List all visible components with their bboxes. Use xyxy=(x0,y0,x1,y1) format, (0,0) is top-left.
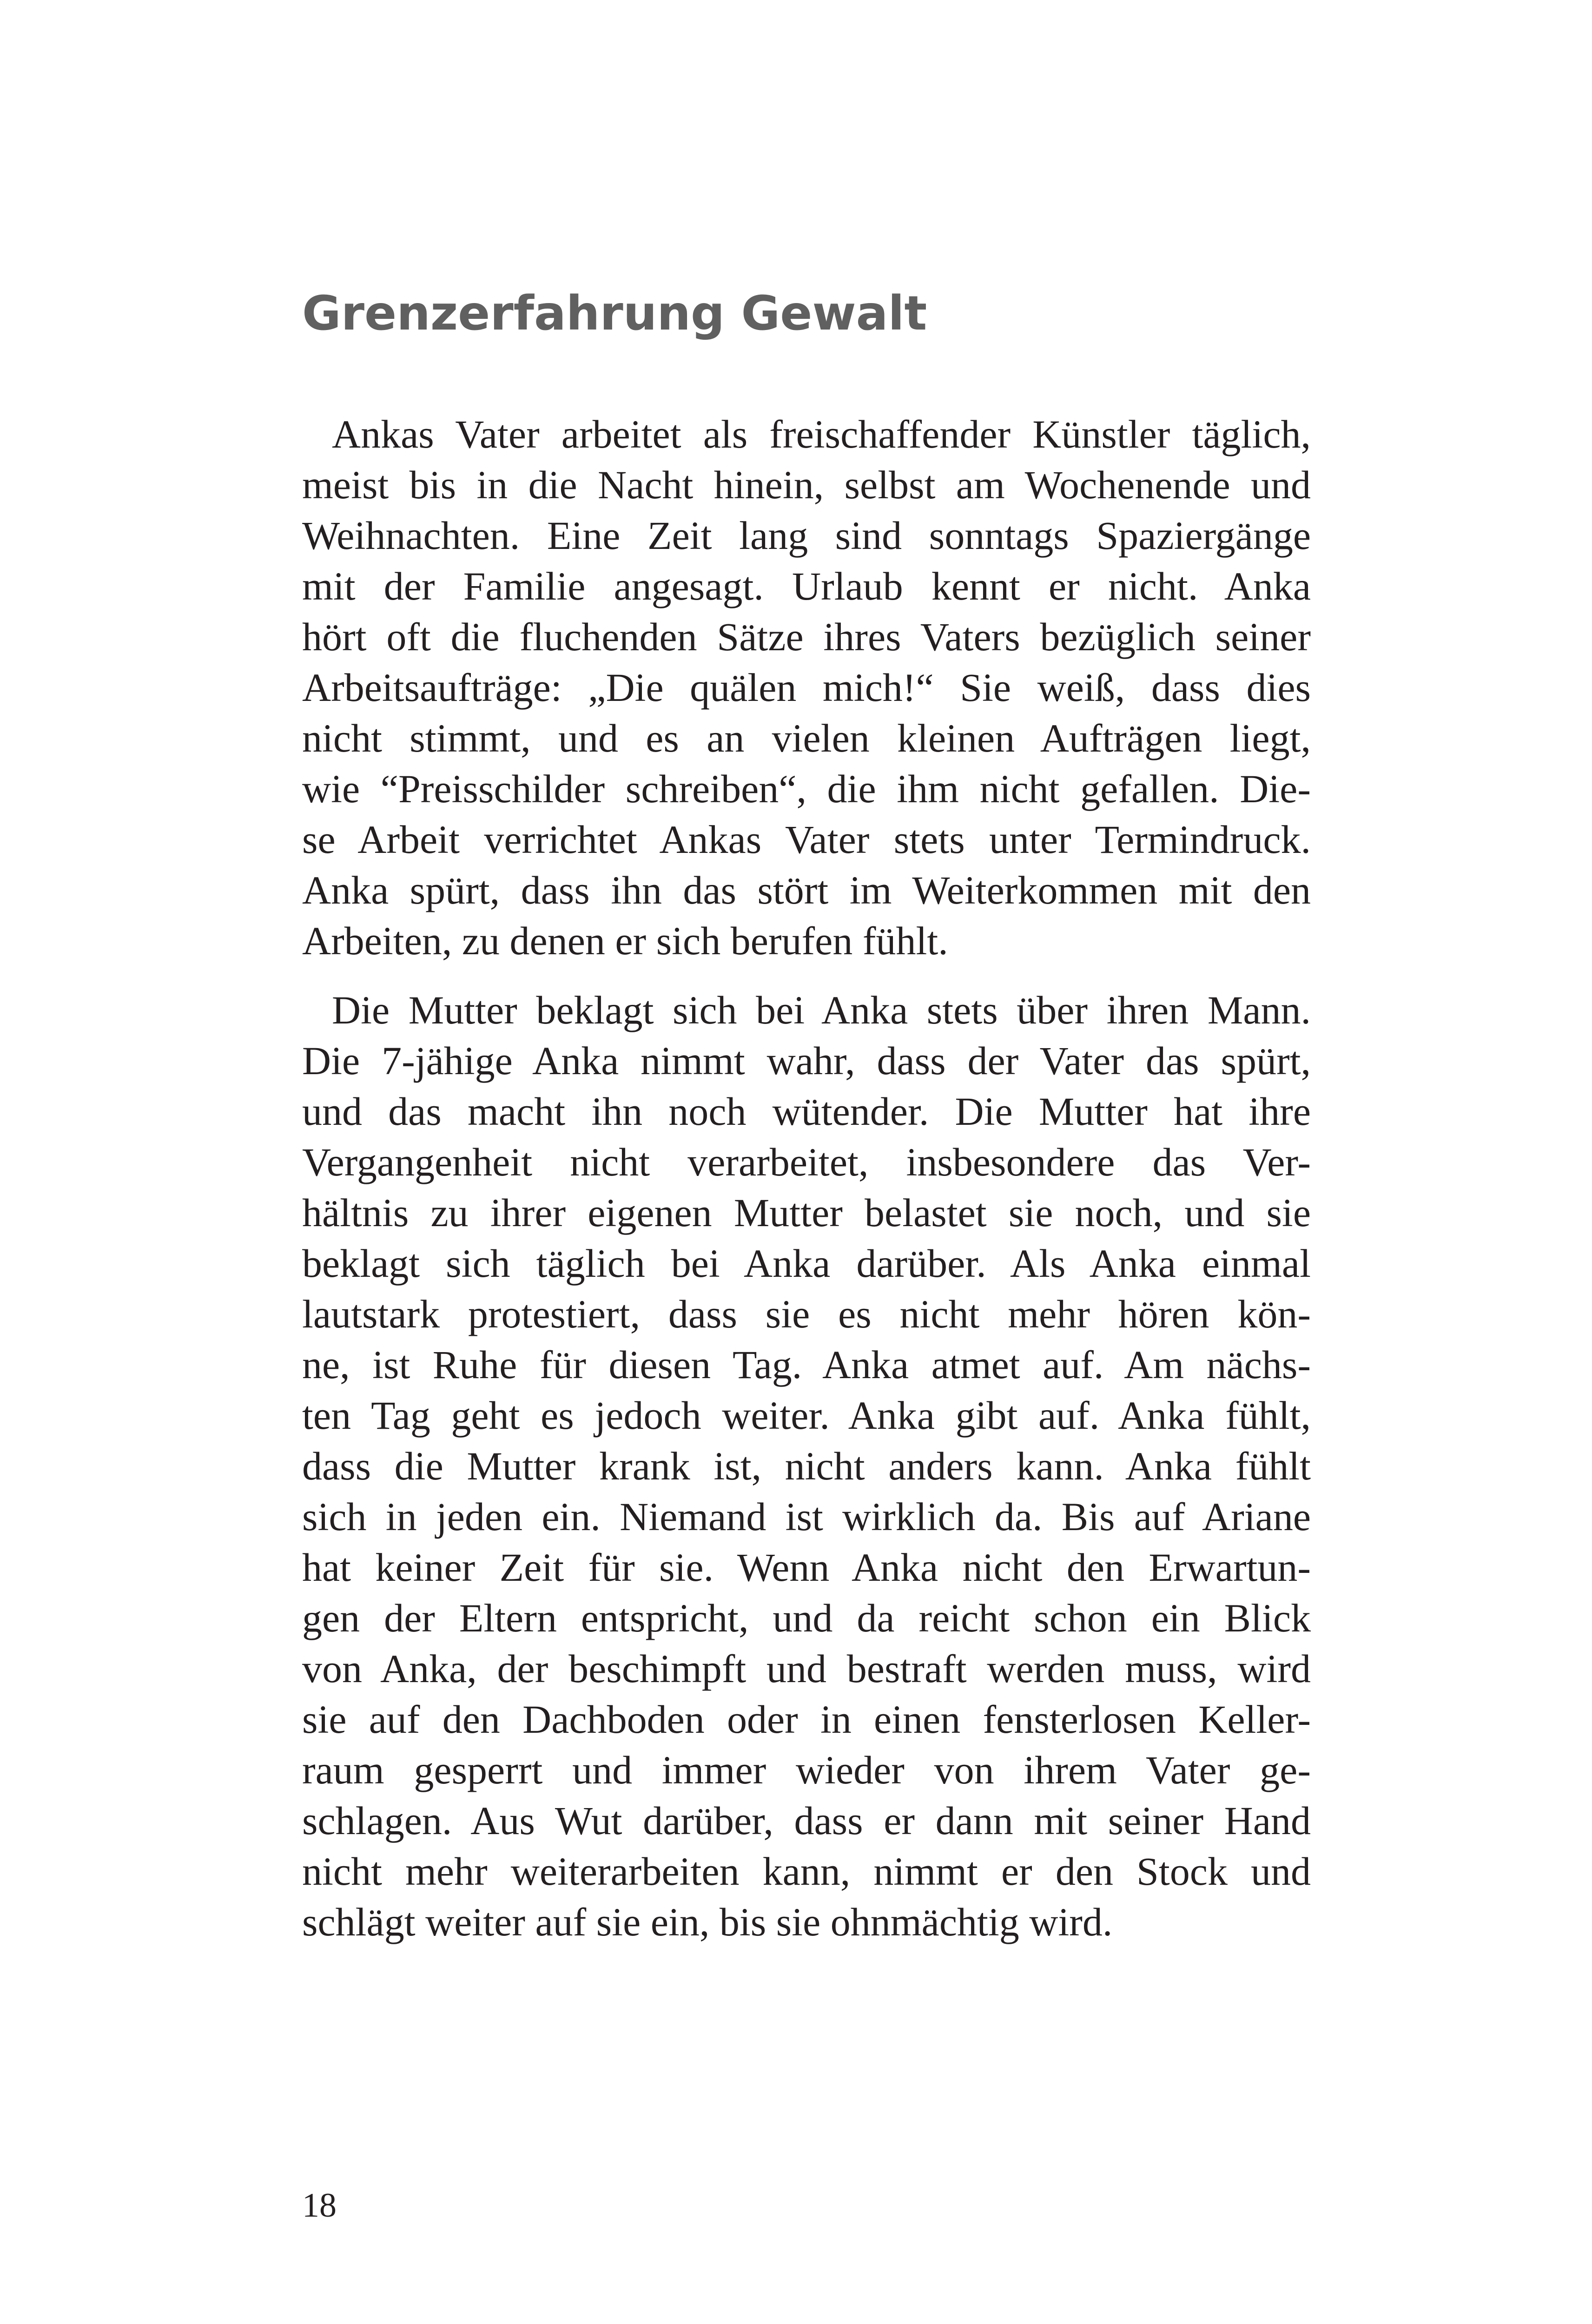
text-line: hat keiner Zeit für sie. Wenn Anka nicht den Erwartun- xyxy=(302,1545,1311,1590)
text-line: hältnis zu ihrer eigenen Mutter belastet sie noch, und sie xyxy=(302,1190,1311,1235)
text-line: hört oft die fluchenden Sätze ihres Vaters bezüglich seiner xyxy=(302,614,1311,659)
body-text xyxy=(302,409,1311,1948)
text-line: Arbeiten, zu denen er sich berufen fühlt. xyxy=(302,918,948,963)
paragraph xyxy=(302,985,1311,1948)
text-line: Anka spürt, dass ihn das stört im Weiterkommen mit den xyxy=(302,868,1311,912)
text-line: Weihnachten. Eine Zeit lang sind sonntags Spaziergänge xyxy=(302,513,1311,558)
text-line: nicht mehr weiterarbeiten kann, nimmt er den Stock und xyxy=(302,1849,1311,1894)
text-line: lautstark protestiert, dass sie es nicht mehr hören kön- xyxy=(302,1292,1311,1336)
text-line: Arbeitsaufträge: „Die quälen mich!“ Sie weiß, dass dies xyxy=(302,665,1311,710)
text-line: sich in jeden ein. Niemand ist wirklich da. Bis auf Ariane xyxy=(302,1494,1311,1539)
text-line: raum gesperrt und immer wieder von ihrem Vater ge- xyxy=(302,1748,1311,1792)
text-line: sie auf den Dachboden oder in einen fensterlosen Keller- xyxy=(302,1697,1311,1742)
text-line: Die 7-jähige Anka nimmt wahr, dass der Vater das spürt, xyxy=(302,1038,1311,1083)
text-line: meist bis in die Nacht hinein, selbst am Wochenende und xyxy=(302,462,1311,507)
text-line: schlägt weiter auf sie ein, bis sie ohnmächtig wird. xyxy=(302,1900,1113,1944)
text-line: Vergangenheit nicht verarbeitet, insbesondere das Ver- xyxy=(302,1140,1311,1184)
chapter-title: Grenzerfahrung Gewalt xyxy=(302,286,927,341)
text-line: wie “Preisschilder schreiben“, die ihm nicht gefallen. Die- xyxy=(302,766,1311,811)
text-line: beklagt sich täglich bei Anka darüber. Als Anka einmal xyxy=(302,1241,1311,1286)
text-line: und das macht ihn noch wütender. Die Mutter hat ihre xyxy=(302,1089,1311,1134)
text-line: mit der Familie angesagt. Urlaub kennt er nicht. Anka xyxy=(302,564,1311,608)
text-line: gen der Eltern entspricht, und da reicht schon ein Blick xyxy=(302,1596,1311,1640)
text-line: von Anka, der beschimpft und bestraft werden muss, wird xyxy=(302,1646,1311,1691)
text-line: se Arbeit verrichtet Ankas Vater stets unter Termindruck. xyxy=(302,817,1311,862)
text-line: nicht stimmt, und es an vielen kleinen Aufträgen liegt, xyxy=(302,716,1311,760)
page-number: 18 xyxy=(302,2186,337,2225)
text-line: Die Mutter beklagt sich bei Anka stets über ihren Mann. xyxy=(332,988,1311,1032)
paragraph xyxy=(302,409,1311,966)
text-line: ne, ist Ruhe für diesen Tag. Anka atmet auf. Am nächs- xyxy=(302,1342,1311,1387)
text-line: dass die Mutter krank ist, nicht anders kann. Anka fühlt xyxy=(302,1444,1311,1488)
text-line: schlagen. Aus Wut darüber, dass er dann mit seiner Hand xyxy=(302,1798,1311,1843)
text-line: Ankas Vater arbeitet als freischaffender Künstler täglich, xyxy=(332,412,1311,456)
text-line: ten Tag geht es jedoch weiter. Anka gibt auf. Anka fühlt, xyxy=(302,1393,1311,1438)
